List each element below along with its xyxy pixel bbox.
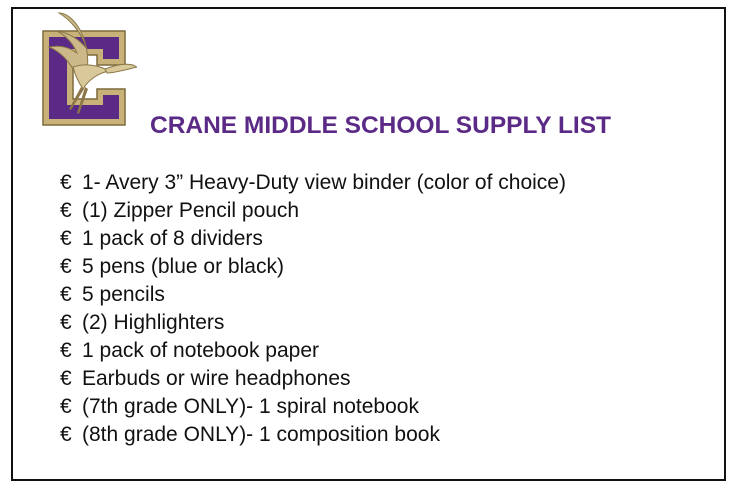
bullet-glyph: €: [60, 227, 72, 250]
bullet-glyph: €: [60, 311, 72, 334]
list-item: [60, 281, 700, 309]
bullet-glyph: €: [60, 283, 72, 306]
bullet-glyph: €: [60, 395, 72, 418]
list-item: [60, 253, 700, 281]
bullet-glyph: €: [60, 171, 72, 194]
item-text: 1 pack of notebook paper: [82, 339, 320, 362]
item-text: 5 pencils: [82, 283, 165, 306]
list-item: [60, 393, 700, 421]
list-item: [60, 365, 700, 393]
supply-list-card: [11, 7, 726, 481]
bullet-glyph: €: [60, 423, 72, 446]
bullet-glyph: €: [60, 255, 72, 278]
page-title: CRANE MIDDLE SCHOOL SUPPLY LIST: [150, 112, 612, 139]
list-item: [60, 337, 700, 365]
bullet-glyph: €: [60, 199, 72, 222]
list-item: [60, 197, 700, 225]
supply-list: [60, 169, 700, 449]
item-text: (7th grade ONLY)- 1 spiral notebook: [82, 395, 419, 418]
list-item: [60, 169, 700, 197]
item-text: (1) Zipper Pencil pouch: [82, 199, 300, 222]
bullet-glyph: €: [60, 367, 72, 390]
crane-c-logo: [29, 9, 137, 135]
item-text: 1 pack of 8 dividers: [82, 227, 263, 250]
bullet-glyph: €: [60, 339, 72, 362]
list-item: [60, 309, 700, 337]
list-item: [60, 421, 700, 449]
list-item: [60, 225, 700, 253]
item-text: 1- Avery 3” Heavy-Duty view binder (color of choice): [82, 171, 566, 194]
item-text: 5 pens (blue or black): [82, 255, 284, 278]
item-text: (8th grade ONLY)- 1 composition book: [82, 423, 440, 446]
item-text: (2) Highlighters: [82, 311, 225, 334]
item-text: Earbuds or wire headphones: [82, 367, 351, 390]
